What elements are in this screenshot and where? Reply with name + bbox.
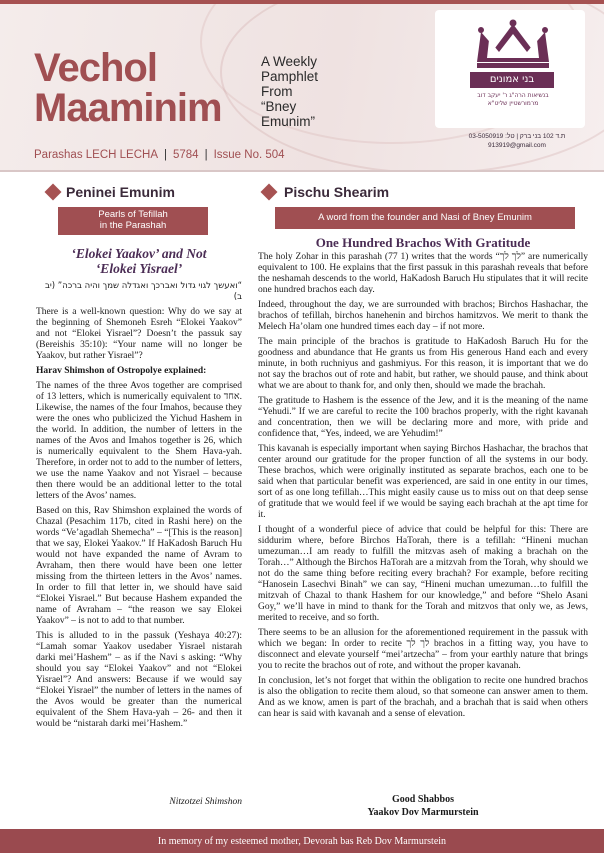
paragraph: The gratitude to Hashem is the essence of the Jew, and it is the meaning of the name “Yehudi.” If we are careful to recite the 100 brachos properly, with the right kavanah and concentration, then we will be declaring more and more, with pride and confidence that, “Yes, indeed, we are Yehudim!” [258,396,588,439]
left-article-body [36,307,242,734]
separator: | [204,149,208,161]
left-article-source: Nitzotzei Shimshon [169,797,242,807]
paragraph: In conclusion, let’s not forget that within the obligation to recite one hundred brachos is also the obligation to recite them aloud, so that someone can answer amen to them. And as we know, amen is part of the brachah, and a brachah that is said when others can hear is said with kavanah and a sense of elevation. [258,676,588,719]
paragraph: There is a well-known question: Why do we say at the beginning of Shemoneh Esreh “Elokei Yaakov” and not “Elokei Yisrael”? Doesn’t the passuk say (Bereishis 35:10): “Your name will no longer be Yaakov, but rather Yisrael”? [36,307,242,361]
logo-hebrew-name: בני אמונים [470,72,554,88]
paragraph: The holy Zohar in this parashah (77 1) writes that the words “לך לך” are numerically equivalent to 100. He explains that the first passuk in this parashah reveals that before the neshamah descends to the world, HaKadosh Baruch Hu stipulates that it will recite one hundred brachos each day. [258,252,588,295]
paragraph-bold: Harav Shimshon of Ostropolye explained: [36,366,207,376]
issue-info [34,149,285,161]
diamond-icon [261,184,278,201]
banner-line: Pearls of Tefillah [98,209,168,220]
tagline-line: “Bney [261,99,297,114]
footer-dedication: In memory of my esteemed mother, Devorah bas Reb Dov Marmurstein [157,836,447,847]
top-accent-bar [0,0,604,4]
hebrew-verse-quote: “ואעשך לגוי גדול ואברכך ואגדלה שמך והיה ברכה” (יב ב) [44,281,242,302]
contact-address-phone: ת.ד 102 בני ברק | טל: 03-5050919 [468,133,566,140]
right-column-banner: A word from the founder and Nasi of Bney Emunim [275,207,575,229]
left-column-title: Peninei Emunim [66,184,175,200]
masthead-title-line1: Vechol [34,46,157,90]
crown-logo-icon [471,18,555,70]
closing-greeting: Good Shabbos [392,794,454,805]
tagline-line: A Weekly [261,54,318,69]
paragraph: The main principle of the brachos is gratitude to HaKadosh Baruch Hu for the goodness and abundance that He grants us from His generous Hand each and every minute, in both ruchniyus and gashmiyus. For this reason, it is important that we do not say the brachos out of rote and habit, but rather, we should pause, and think about what we are about to thank for, and only then, should we made the brachah. [258,337,588,391]
author-signature: Yaakov Dov Marmurstein [367,807,479,818]
paragraph: I thought of a wonderful piece of advice that could be helpful for this: There are siddurim where, before Birchos HaTorah, there is a tefillah: “Hineni muchan umezuman…I am ready to fulfill the mitzvas aseh of making a brachah on the Torah…” Although the Birchos HaTorah are a mitzvah from the Torah, why should we not do the same thing before reciting every brachah? For example, before reciting “Hanosein Lasechvi Binah” we can say, “Hineni muchan umezuman…to fulfill the mitzvah of Chazal to thank Hashem for our knowledge,” and before “Shelo Asani Goy,” we’ll have in mind to thank for the Torah and mitzvos that only we, as Jews, merited to receive, and so forth. [258,525,588,623]
title-line: ‘Elokei Yaakov’ and Not [71,246,207,261]
right-column-title: Pischu Shearim [284,184,390,200]
masthead-tagline [261,54,381,129]
paragraph: The names of the three Avos together are comprised of 13 letters, which is numerically equivalent to אחד. Likewise, the names of the four Imahos, because they were the ones who publicized the Yichud Hashem in the world. In addition, the number of letters in the names of the Avos and Imahos together is 26, which is numerically equivalent to the Shem Hava-yah. Therefore, in order not to add to the number of letters, we use the name Yaakov and not Yisrael – because then there would be an additional letter to the total letters of the Avos’ names. [36,381,242,501]
masthead-title-line2: Maaminim [34,86,222,130]
banner-line: in the Parashah [99,220,167,231]
paragraph: Indeed, throughout the day, we are surrounded with brachos; Birchos Hashachar, the brachos of tefillah, birchos hanehenin and birchos hamitzvos. We merit to thank the Melech Ha’olam one hundred times each day – if not more. [258,300,588,332]
diamond-icon [45,184,62,201]
right-article-body [258,252,588,724]
paragraph: There seems to be an allusion for the aforementioned requirement in the passuk with which we began: In order to recite לך לך brachos in a fitting way, you have to disconnect and elevate yourself “mei’artzecha” – from your earthly nature that brings you to recite the brachos out of rote, and without the proper kavanah. [258,628,588,671]
issue-year: 5784 [173,149,199,161]
tagline-line: From [261,84,293,99]
header-divider [0,170,604,172]
left-article-title [36,246,242,276]
parasha-name: Parashas LECH LECHA [34,149,158,161]
logo-subtitle: בנשיאות הרה"ג ר' יעקב דוב מרמורשטיין שליט"א [477,92,549,107]
issue-number: Issue No. 504 [213,149,285,161]
contact-email: 913919@gmail.com [488,142,546,149]
tagline-line: Pamphlet [261,69,319,84]
separator: | [164,149,167,161]
tagline-line: Emunim” [261,114,316,129]
paragraph: This is alluded to in the passuk (Yeshaya 40:27): “Lamah somar Yaakov usedaber Yisrael nistarah darki mei’Hashem” – as if the Navi s asking: “Why should you say “Elokei Yaakov” and not “Elokei Yisrael”? And answers: Because if we would say “Elokei Yisrael” the number of letters in the names of the Avos would be greater than the numerical equivalent of the Shem Hava-yah – 26- and then it would be “nistarah darki mei’Hashem.” [36,631,242,729]
right-article-title: One Hundred Brachos With Gratitude [315,235,531,250]
title-line: ‘Elokei Yisrael’ [95,261,183,276]
paragraph: This kavanah is especially important when saying Birchos Hashachar, the brachos that center around our gratitude for the proper function of all the systems in our body. These brachos, which were originally instituted as separate brachos, each one to be said when that particular benefit was experienced, are said in one entity in our times, sort of as one long tefillah…This might easily cause us to miss out on that deep sense of gratitude that we would feel if we would be saying each brachah at the apt time for it. [258,444,588,520]
paragraph: Based on this, Rav Shimshon explained the words of Chazal (Pesachim 117b, cited in Rashi here) on the words “Ve’agadlah Shemecha” – “[This is the reason] that we say, Elokei Yaakov.” If HaKadosh Baruch Hu would not have expanded the name of Avram to Avraham, then there would have been one letter missing from the thirteen letters in the Avos’ names. In order to fill that letter in, we should have said “Elokei Yisrael.” But because Hashem expanded the name of Avraham – “the reason we say Elokei Yaakov” – is not to add to that number. [36,506,242,626]
left-column-banner [58,207,208,235]
contact-info [446,132,588,150]
